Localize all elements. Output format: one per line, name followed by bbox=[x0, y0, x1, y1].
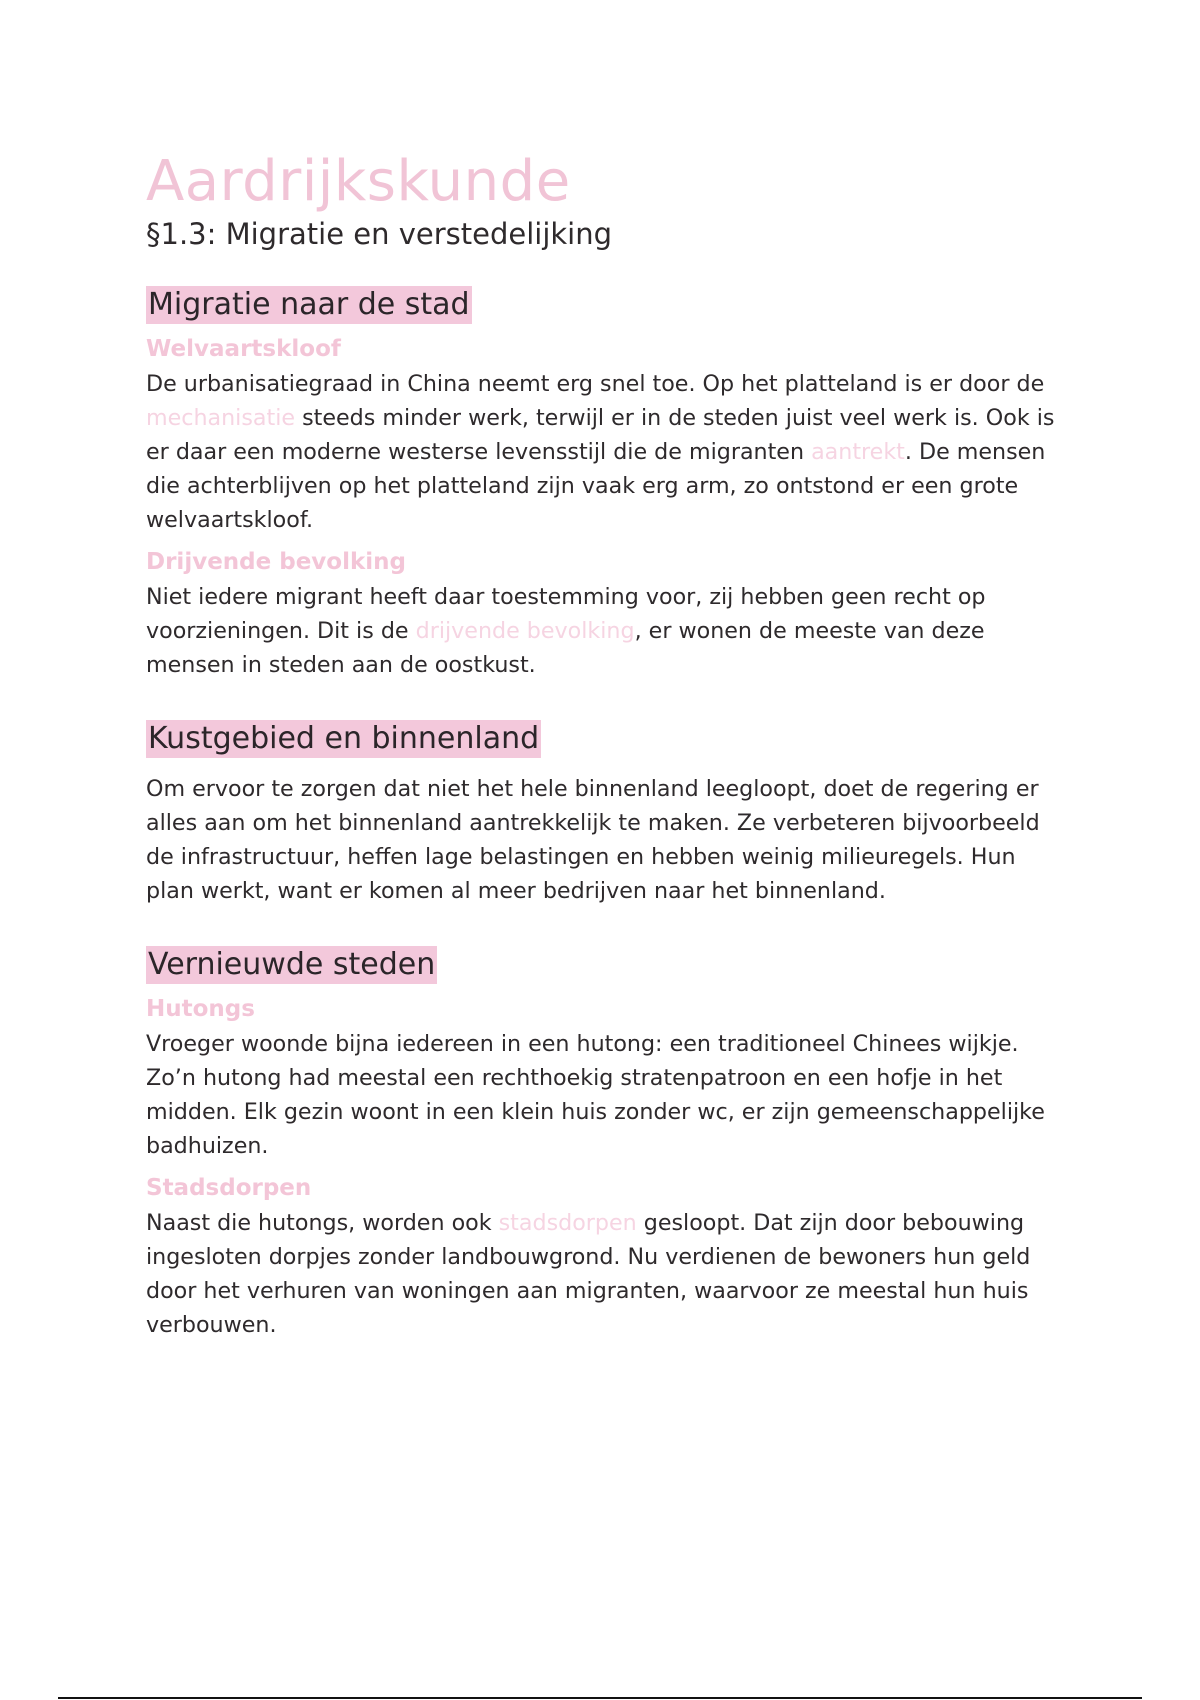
paragraph-welvaartskloof: De urbanisatiegraad in China neemt erg snel toe. Op het platteland is er door de mechanisatie steeds minder werk, terwijl er in de steden juist veel werk is. Ook is er daar een moderne westerse levensstijl die de migranten aantrekt. De mensen die achterblijven op het platteland zijn vaak erg arm, zo ontstond er een grote welvaartskloof. bbox=[146, 371, 1055, 533]
keyword-aantrekt: aantrekt bbox=[811, 439, 905, 465]
section-heading: Kustgebied en binnenland bbox=[148, 721, 540, 756]
section-migratie bbox=[146, 286, 1066, 682]
subsection-heading-hutongs: Hutongs bbox=[146, 996, 255, 1022]
paragraph-hutongs: Vroeger woonde bijna iedereen in een hutong: een traditioneel Chinees wijkje. Zo’n hutong had meestal een rechthoekig stratenpatroon en een hofje in het midden. Elk gezin woont in een klein huis zonder wc, er zijn gemeenschappelijke badhuizen. bbox=[146, 1031, 1045, 1159]
section-kustgebied bbox=[146, 720, 1066, 908]
paragraph-drijvende-bevolking: Niet iedere migrant heeft daar toestemming voor, zij hebben geen recht op voorzieningen. Dit is de drijvende bevolking, er wonen de meeste van deze mensen in steden aan de oostkust. bbox=[146, 584, 986, 678]
keyword-stadsdorpen: stadsdorpen bbox=[498, 1210, 637, 1236]
section-heading: Migratie naar de stad bbox=[148, 287, 470, 322]
paragraph-kustgebied: Om ervoor te zorgen dat niet het hele binnenland leegloopt, doet de regering er alles aan om het binnenland aantrekkelijk te maken. Ze verbeteren bijvoorbeeld de infrastructuur, heffen lage belastingen en hebben weinig milieuregels. Hun plan werkt, want er komen al meer bedrijven naar het binnenland. bbox=[146, 776, 1040, 904]
paragraph-stadsdorpen: Naast die hutongs, worden ook stadsdorpen gesloopt. Dat zijn door bebouwing ingesloten dorpjes zonder landbouwgrond. Nu verdienen de bewoners hun geld door het verhuren van woningen aan migranten, waarvoor ze meestal hun huis verbouwen. bbox=[146, 1210, 1031, 1338]
page-title: Aardrijkskunde bbox=[146, 149, 571, 214]
subsection-heading-stadsdorpen: Stadsdorpen bbox=[146, 1175, 312, 1201]
section-vernieuwde-steden bbox=[146, 946, 1066, 1342]
section-heading: Vernieuwde steden bbox=[148, 947, 436, 982]
keyword-drijvende-bevolking: drijvende bevolking bbox=[415, 618, 635, 644]
subsection-heading-welvaartskloof: Welvaartskloof bbox=[146, 336, 341, 362]
bottom-rule bbox=[58, 1697, 1142, 1699]
document-page bbox=[146, 148, 1066, 1342]
page-subtitle: §1.3: Migratie en verstedelijking bbox=[146, 217, 613, 251]
subsection-heading-drijvende-bevolking: Drijvende bevolking bbox=[146, 549, 406, 575]
keyword-mechanisatie: mechanisatie bbox=[146, 405, 296, 431]
